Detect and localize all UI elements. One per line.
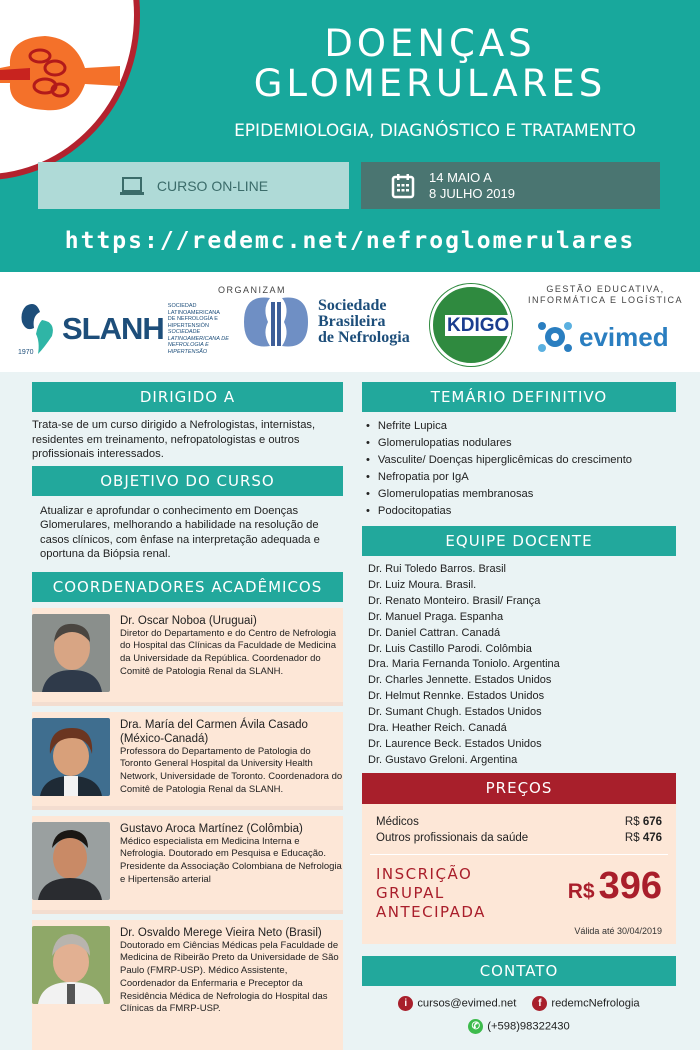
list-item: • Glomerulopatias membranosas [366,486,676,503]
list-item: Dr. Sumant Chugh. Estados Unidos [368,706,542,719]
group-label-line-2: GRUPAL [376,883,445,902]
phone-link[interactable]: (+598)98322430 [487,1020,570,1033]
equipe-heading: EQUIPE DOCENTE [362,526,676,556]
group-label-line-1: INSCRIÇÃO [376,864,473,883]
coordinator-bio: Doutorado em Ciências Médicas pela Faculdade de Medicina de Ribeirão Preto da Universidade de São Paulo (FMRP-USP). Médico Assistente, Coordenador da Enfermaria e Preceptor da Residência Médica de Nefrologia do Hospital das Clínicas da FMRP-USP. [120,939,339,1015]
price-label: Médicos [376,815,419,828]
slanh-logo[interactable] [18,302,248,356]
calendar-icon [391,173,415,199]
coordinator-info [110,614,343,702]
info-icon: i [398,996,413,1011]
date-badge [361,162,660,209]
sbn-line-2: Brasileira [318,313,386,330]
list-item: Dra. Heather Reich. Canadá [368,722,507,735]
price-row [376,814,662,830]
list-item: Dr. Rui Toledo Barros. Brasil [368,563,506,575]
coordinator-info [110,718,343,806]
slanh-line-2: DE NEFROLOGÍA E HIPERTENSIÓN [167,316,218,329]
sbn-line-3: de Nefrologia [318,329,410,346]
validity-note: Válida até 30/04/2019 [574,925,662,936]
contato-heading: CONTATO [362,956,676,986]
group-price-row [376,865,662,922]
group-value: 396 [598,864,662,907]
list-item: Dr. Daniel Cattran. Canadá [368,626,501,639]
organizers-strip [0,272,700,372]
main-content [0,372,700,1050]
coordinator-card [32,608,343,706]
date-start: 14 MAIO A [429,169,492,185]
list-item: Dra. Maria Fernanda Toniolo. Argentina [368,658,560,671]
facebook-contact[interactable] [532,996,639,1011]
dirigido-heading: DIRIGIDO A [32,382,343,412]
list-item: • Glomerulopatias nodulares [366,435,676,452]
coordinator-photo [32,718,110,796]
objetivo-heading: OBJETIVO DO CURSO [32,466,343,496]
coordinator-name: Dra. María del Carmen Ávila Casado (México-Canadá) [120,718,308,745]
evimed-logo[interactable] [537,320,669,354]
contact-panel [362,956,676,1034]
prices-panel [362,773,676,944]
kdigo-name: KDIGO [447,315,510,336]
page-title [160,24,700,104]
dirigido-text: Trata-se de um curso dirigido a Nefrologistas, internistas, residentes em treinamento, nefropatologistas e outros profissionais interessados. [32,419,316,460]
contact-body [362,986,676,1034]
list-item: Dr. Helmut Rennke. Estados Unidos [368,690,545,703]
list-item: Dr. Laurence Beck. Estados Unidos [368,737,542,750]
facebook-icon: f [532,996,547,1011]
facebook-link[interactable]: redemcNefrologia [551,997,640,1010]
evimed-name: evimed [579,321,669,352]
coordinator-bio: Professora do Departamento de Patologia do Toronto General Hospital da University Health Network, Universidade de Toronto. Coordenadora do Comitê de Patologia Renal da SLANH. [120,745,343,795]
coordinator-name: Dr. Oscar Noboa (Uruguai) [120,614,257,627]
group-label [376,865,486,922]
kdigo-wordmark [445,315,511,337]
subtitle: EPIDEMIOLOGIA, DIAGNÓSTICO E TRATAMENTO [234,121,636,141]
list-item: Dr. Renato Monteiro. Brasil/ França [368,594,541,607]
evimed-network-icon [537,320,573,354]
coordinator-bio: Médico especialista em Medicina Interna e Nefrologia. Doutorado em Pesquisa e Educação. Presidente da Associação Colombiana de Nefrologia e Hipertensão arterial [120,835,342,885]
sbn-logo[interactable] [240,294,410,350]
contact-row [362,996,676,1011]
price-value: 676 [642,815,662,828]
title-line-2: GLOMERULARES [253,62,607,105]
coordinator-card [32,816,343,914]
price-amount [625,814,662,830]
contact-row [362,1019,676,1034]
glomerulus-illustration-icon [0,28,125,118]
list-item: • Vasculite/ Doenças hiperglicêmicas do crescimento [366,452,676,469]
group-price [568,865,662,908]
list-item: • Nefrite Lupica [366,418,676,435]
coordinator-card [32,920,343,1050]
email-link[interactable]: cursos@evimed.net [417,997,517,1010]
email-contact[interactable] [398,996,516,1011]
svg-text:1970: 1970 [18,349,34,356]
group-label-line-3: ANTECIPADA [376,902,486,921]
kidneys-icon [240,294,312,350]
equipe-list [362,556,676,769]
coordinator-card [32,712,343,810]
list-item: • Podocitopatias [366,503,676,520]
kdigo-logo[interactable] [430,284,512,366]
online-label: CURSO ON-LINE [156,177,269,194]
price-currency: R$ [624,815,640,828]
slanh-subtitle [168,303,248,355]
coordenadores-heading: COORDENADORES ACADÊMICOS [32,572,343,602]
header-banner [0,0,700,272]
price-amount [625,830,662,846]
coordinator-photo [32,926,110,1004]
coordinator-bio: Diretor do Departamento e do Centro de Nefrologia do Hospital das Clínicas da Faculdade de Medicina da Universidade da República. Coordenador do Comitê de Patologia Renal da SLANH. [120,627,336,677]
list-item: Dr. Gustavo Greloni. Argentina [368,753,518,766]
slanh-line-1: SOCIEDAD LATINOAMERICANA [167,303,220,316]
list-item: Dr. Manuel Praga. Espanha [368,610,504,623]
group-currency: R$ [567,879,595,903]
sbn-name [318,298,410,346]
price-currency: R$ [624,831,640,844]
objetivo-text: Atualizar e aprofundar o conhecimento em Doenças Glomerulares, melhorando a habilidade na resolução de casos clínicos, com ênfase na interpretação adequada e oportuna da Biópsia renal. [40,504,320,560]
coordinator-name: Gustavo Aroca Martínez (Colômbia) [120,822,303,835]
coordinator-name: Dr. Osvaldo Merege Vieira Neto (Brasil) [120,926,322,939]
laptop-icon [119,176,145,196]
slanh-line-4: NEFROLOGIA E HIPERTENSÃO [167,342,209,355]
temario-list [362,412,676,526]
title-line-1: DOENÇAS [324,22,536,65]
price-value: 476 [642,831,662,844]
slanh-map-icon [18,302,60,356]
slanh-name: SLANH [62,311,164,346]
management-label [528,284,683,306]
coordinator-photo [32,614,110,692]
course-url-link[interactable]: https://redemc.net/nefroglomerulares [64,228,636,254]
online-course-badge [38,162,349,209]
prices-body [362,804,676,944]
precos-heading: PREÇOS [362,773,676,804]
list-item: • Nefropatia por IgA [366,469,676,486]
price-row [376,830,662,846]
price-label: Outros profissionais da saúde [376,831,529,844]
management-label-line-1: GESTÃO EDUCATIVA, [546,284,665,294]
coordinator-info [110,926,343,1050]
divider [370,854,668,855]
sbn-line-1: Sociedade [318,297,387,314]
list-item: Dr. Charles Jennette. Estados Unidos [368,674,552,687]
coordinator-info [110,822,343,910]
slanh-line-3: SOCIEDADE LATINOAMERICANA DE [167,329,229,342]
list-item: Dr. Luiz Moura. Brasil. [368,578,477,591]
phone-contact[interactable] [468,1019,569,1034]
temario-heading: TEMÁRIO DEFINITIVO [362,382,676,412]
date-end: 8 JULHO 2019 [429,185,515,201]
organizers-label: ORGANIZAM [218,285,287,295]
coordinator-photo [32,822,110,900]
right-column [362,382,676,1042]
management-label-line-2: INFORMÁTICA E LOGÍSTICA [528,295,684,305]
whatsapp-icon: ✆ [468,1019,483,1034]
list-item: Dr. Luis Castillo Parodi. Colômbia [368,642,532,655]
left-column [32,382,343,1050]
